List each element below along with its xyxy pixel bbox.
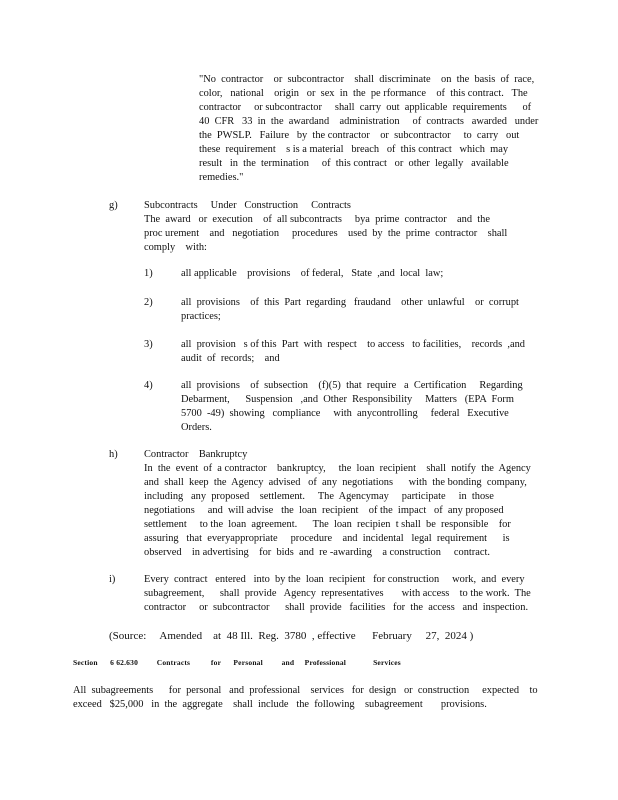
item-h-line: observed in advertising for bids and re -awarding a construction contract. [144, 547, 490, 558]
subitem-line: all provision s of this Part with respect to access to facilities, records ,and [181, 339, 525, 350]
subitem-3-text [181, 338, 541, 366]
subitem-line: all provisions of subsection (f)(5) that require a Certification Regarding [181, 380, 523, 391]
subitem-4-text [181, 379, 541, 435]
subitem-marker-4: 4) [144, 380, 153, 391]
quote-line: contractor or subcontractor shall carry out applicable requirements of [199, 102, 532, 113]
subitem-line: 5700 -49) showing compliance with anycontrolling federal Executive [181, 408, 509, 419]
item-h-line: settlement to the loan agreement. The loan recipien t shall be responsible for [144, 519, 511, 530]
subitem-line: audit of records; and [181, 353, 280, 364]
item-g-line: comply with: [144, 242, 207, 253]
item-i-line: subagreement, shall provide Agency representatives with access to the work. The [144, 588, 531, 599]
item-h-line: including any proposed settlement. The Agencymay participate in those [144, 491, 494, 502]
item-i-line: contractor or subcontractor shall provide facilities for the access and inspection. [144, 602, 529, 613]
item-h-text [144, 448, 544, 560]
subitem-2-text [181, 296, 541, 324]
quote-line: result in the termination of this contract or other legally available [199, 158, 509, 169]
item-g-line: proc urement and negotiation procedures used by the prime contractor shall [144, 228, 508, 239]
item-h-heading: Contractor Bankruptcy [144, 449, 248, 460]
item-marker-i: i) [109, 574, 116, 585]
subitem-marker-3: 3) [144, 339, 153, 350]
item-i-text [144, 573, 544, 615]
subitem-line: Orders. [181, 422, 212, 433]
item-marker-g: g) [109, 200, 118, 211]
subitem-line: practices; [181, 311, 221, 322]
quote-block [199, 73, 539, 185]
item-g-line: The award or execution of all subcontracts bya prime contractor and the [144, 214, 490, 225]
item-h-line: assuring that everyappropriate procedure and incidental legal requirement is [144, 533, 510, 544]
quote-line: the PWSLP. Failure by the contractor or subcontractor to carry out [199, 130, 520, 141]
item-h-line: In the event of a contractor bankruptcy, the loan recipient shall notify the Agency [144, 463, 531, 474]
quote-line: remedies." [199, 172, 244, 183]
item-g-heading: Subcontracts Under Construction Contracts [144, 200, 351, 211]
subitem-line: all provisions of this Part regarding fraudand other unlawful or corrupt [181, 297, 519, 308]
subitem-line: Debarment, Suspension ,and Other Responsibility Matters (EPA Form [181, 394, 514, 405]
item-h-line: negotiations and will advise the loan recipient of the impact of any proposed [144, 505, 504, 516]
quote-line: color, national origin or sex in the pe rformance of this contract. The [199, 88, 528, 99]
quote-line: "No contractor or subcontractor shall discriminate on the basis of race, [199, 74, 535, 85]
closing-line: exceed $25,000 in the aggregate shall include the following subagreement provisions. [73, 699, 487, 710]
source-note [109, 629, 529, 643]
closing-paragraph [73, 684, 543, 712]
closing-line: All subagreements for personal and professional services for design or construction expected to [73, 685, 538, 696]
quote-line: 40 CFR 33 in the awardand administration of contracts awarded under [199, 116, 539, 127]
item-marker-h: h) [109, 449, 118, 460]
item-g-text [144, 199, 544, 255]
subitem-1-text [181, 267, 541, 281]
subitem-marker-1: 1) [144, 268, 153, 279]
quote-line: these requirement s is a material breach of this contract which may [199, 144, 509, 155]
source-note-text: (Source: Amended at 48 Ill. Reg. 3780 , effective February 27, 2024 ) [109, 630, 474, 642]
subitem-marker-2: 2) [144, 297, 153, 308]
item-h-line: and shall keep the Agency advised of any negotiations with the bonding company, [144, 477, 527, 488]
item-i-line: Every contract entered into by the loan recipient for construction work, and every [144, 574, 525, 585]
section-heading: Section 6 62.630 Contracts for Personal and Professional Services [73, 658, 401, 667]
subitem-line: all applicable provisions of federal, State ,and local law; [181, 268, 444, 279]
